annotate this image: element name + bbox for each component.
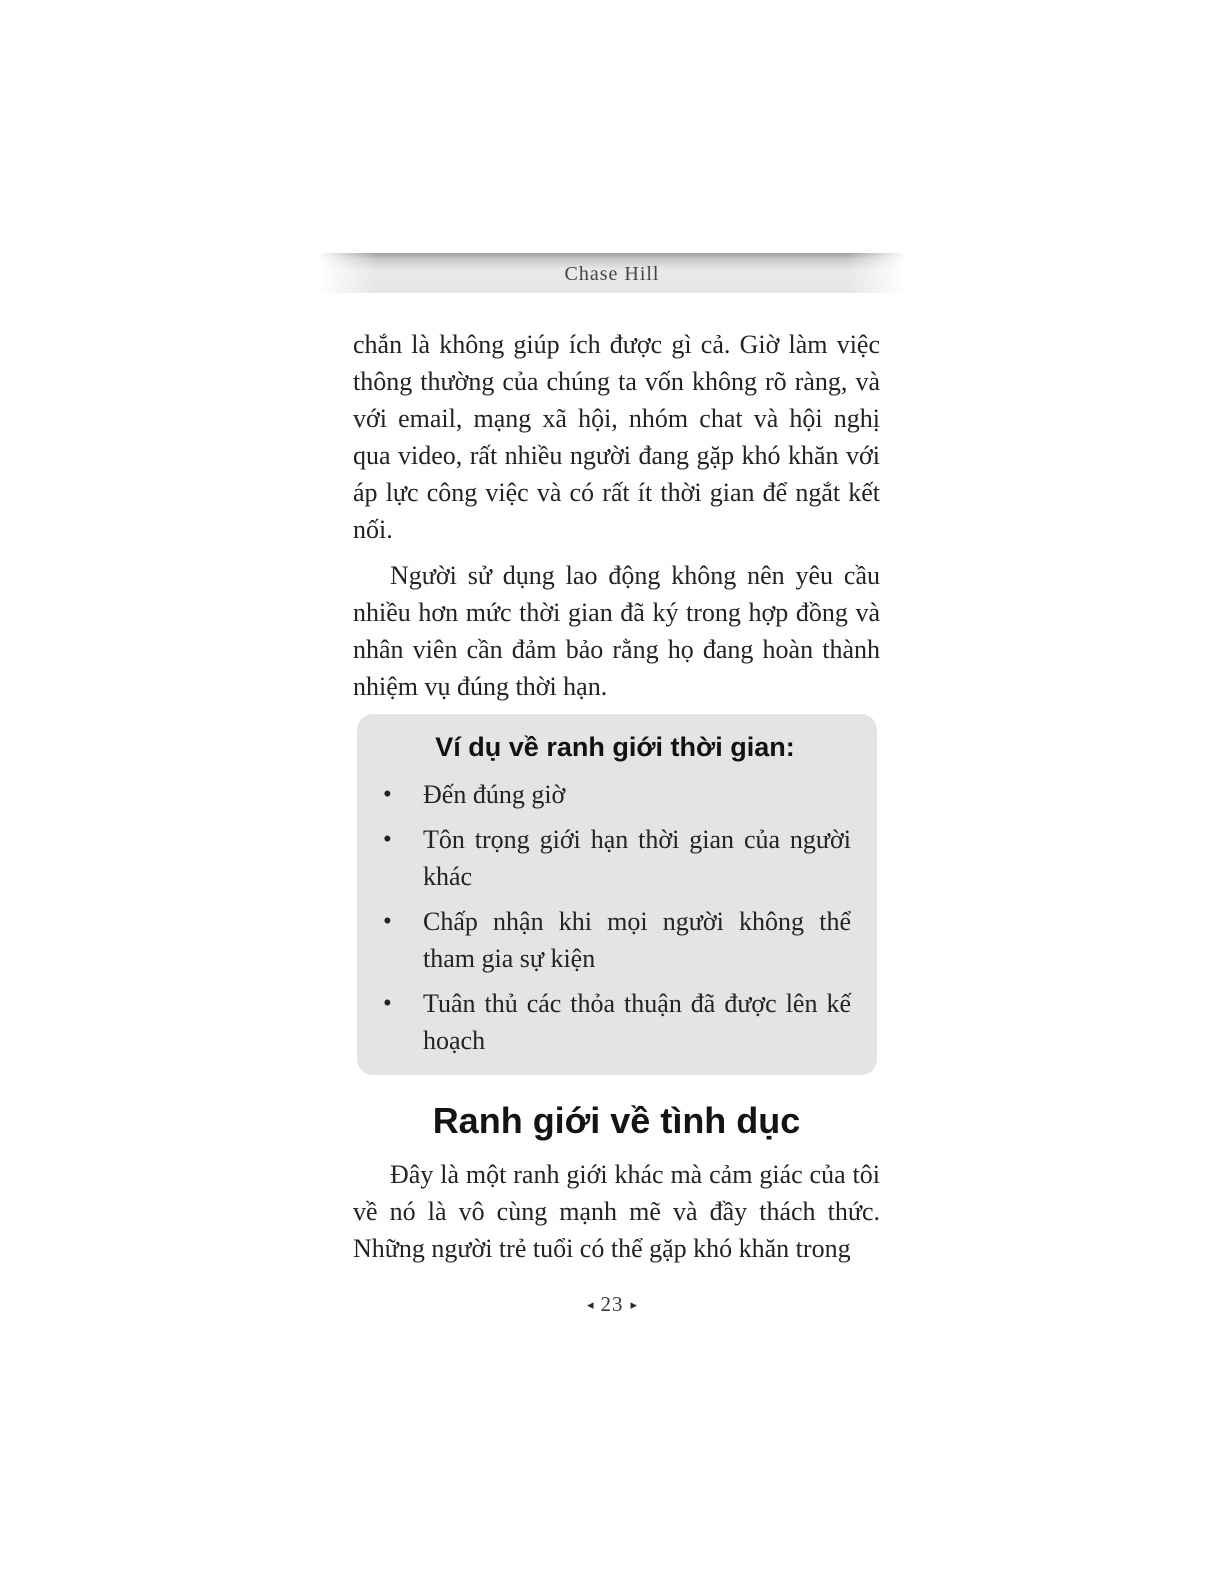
example-box-list bbox=[379, 776, 851, 1059]
page-number: 23 bbox=[600, 1292, 624, 1316]
running-header-title: Chase Hill bbox=[564, 263, 660, 285]
section-heading: Ranh giới về tình dục bbox=[432, 1100, 801, 1141]
list-item bbox=[379, 821, 851, 895]
list-item bbox=[379, 985, 851, 1059]
list-item-text: Tôn trọng giới hạn thời gian của người khác bbox=[423, 825, 851, 891]
body-paragraph: Người sử dụng lao động không nên yêu cầu nhiều hơn mức thời gian đã ký trong hợp đồng và nhân viên cần đảm bảo rằng họ đang hoàn thành nhiệm vụ đúng thời hạn. bbox=[353, 561, 880, 701]
page-body bbox=[353, 326, 880, 1276]
list-item-text: Tuân thủ các thỏa thuận đã được lên kế hoạch bbox=[423, 989, 851, 1055]
list-item-text: Đến đúng giờ bbox=[423, 780, 566, 809]
bullet-icon: • bbox=[383, 781, 392, 808]
page-footer bbox=[0, 1292, 1224, 1317]
example-box bbox=[357, 714, 877, 1075]
prev-page-triangle-icon: ◂ bbox=[586, 1297, 594, 1312]
bullet-icon: • bbox=[383, 826, 392, 853]
body-paragraph: Đây là một ranh giới khác mà cảm giác của tôi về nó là vô cùng mạnh mẽ và đầy thách thức. Những người trẻ tuổi có thể gặp khó khăn trong bbox=[353, 1160, 880, 1263]
example-box-title: Ví dụ về ranh giới thời gian: bbox=[435, 732, 795, 762]
list-item bbox=[379, 903, 851, 977]
running-header-bar bbox=[318, 253, 906, 293]
next-page-triangle-icon: ▸ bbox=[630, 1297, 638, 1312]
bullet-icon: • bbox=[383, 990, 392, 1017]
list-item-text: Chấp nhận khi mọi người không thể tham gia sự kiện bbox=[423, 907, 851, 973]
body-paragraph: chắn là không giúp ích được gì cả. Giờ làm việc thông thường của chúng ta vốn không rõ ràng, và với email, mạng xã hội, nhóm chat và hội nghị qua video, rất nhiều người đang gặp khó khăn với áp lực công việc và có rất ít thời gian để ngắt kết nối. bbox=[353, 330, 880, 544]
bullet-icon: • bbox=[383, 908, 392, 935]
list-item bbox=[379, 776, 851, 813]
